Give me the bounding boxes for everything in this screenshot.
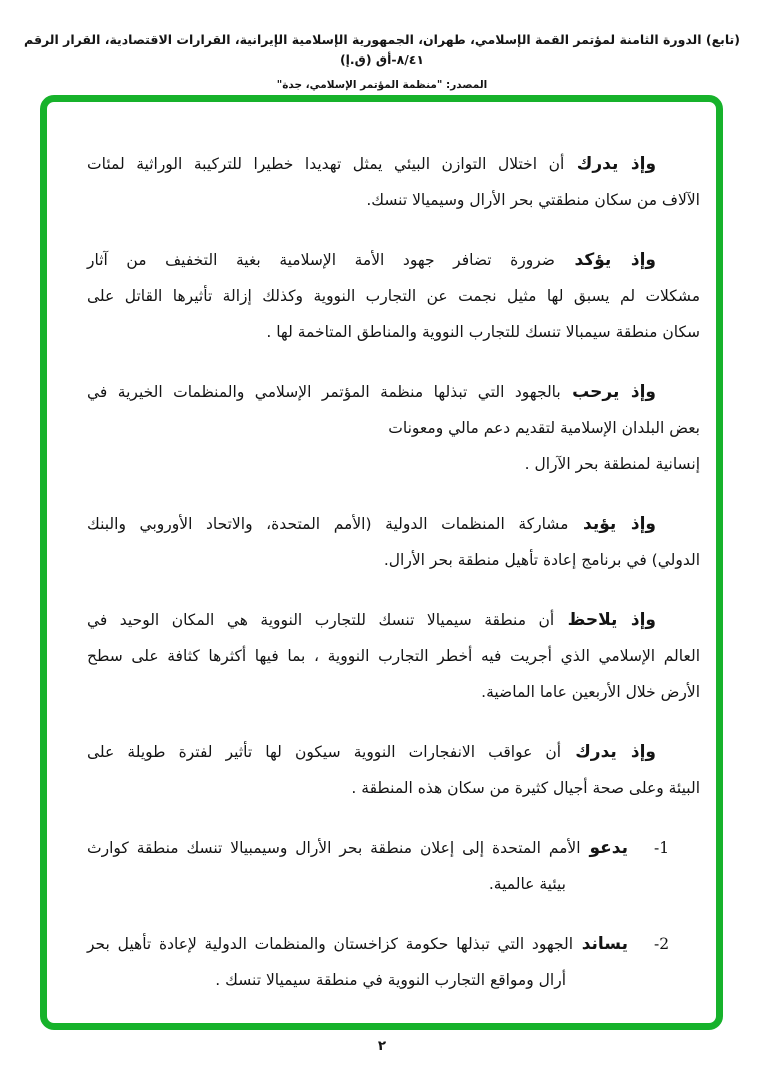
bold-lead: وإذ يدرك <box>561 742 656 762</box>
content-border-box <box>40 95 723 1030</box>
paragraph-line: يدعو الأمم المتحدة إلى إعلان منطقة بحر الأرال وسيمبيالا تنسك منطقة كوارث <box>87 838 628 858</box>
paragraph <box>87 374 700 482</box>
bold-lead: وإذ يدرك <box>564 154 657 174</box>
paragraph-line: مشكلات لم يسبق لها مثيل نجمت عن التجارب النووية وكذلك إزالة تأثيرها القاتل على <box>87 287 700 305</box>
numbered-item <box>87 830 700 902</box>
numbered-item <box>87 926 700 998</box>
paragraph <box>87 146 700 218</box>
paragraph-line: وإذ يرحب بالجهود التي تبذلها منظمة المؤتمر الإسلامي والمنظمات الخيرية في <box>87 382 656 402</box>
paragraph <box>87 506 700 578</box>
paragraph-line: العالم الإسلامي الذي أجريت فيه أخطر التجارب النووية ، بما فيها أكثرها كثافة على سطح <box>87 647 700 665</box>
bold-lead: يدعو <box>580 838 628 858</box>
bold-lead: يساند <box>573 934 628 954</box>
paragraph-line: الدولي) في برنامج إعادة تأهيل منطقة بحر الأرال. <box>383 551 700 569</box>
paragraph <box>87 602 700 710</box>
paragraph-line: يساند الجهود التي تبذلها حكومة كزاخستان والمنظمات الدولية لإعادة تأهيل بحر <box>87 934 628 954</box>
item-marker: -1 <box>654 839 670 857</box>
paragraph-line: بعض البلدان الإسلامية لتقديم دعم مالي ومعونات <box>388 419 700 437</box>
paragraph-line: وإذ يلاحظ أن منطقة سيميالا تنسك للتجارب النووية هي المكان الوحيد في <box>87 610 656 630</box>
paragraph-line: الآلاف من سكان منطقتي بحر الأرال وسيميالا تنسك. <box>366 191 700 209</box>
paragraph <box>87 734 700 806</box>
numbered-items <box>87 830 700 998</box>
bold-lead: وإذ يرحب <box>560 382 656 402</box>
paragraph-line: أرال ومواقع التجارب النووية في منطقة سيميالا تنسك . <box>215 971 566 989</box>
header-source-line: المصدر: "منظمة المؤتمر الإسلامي، جدة" <box>276 79 488 91</box>
item-content <box>87 926 628 998</box>
header-citation <box>0 30 764 91</box>
header-citation-line1: (تابع) الدورة الثامنة لمؤتمر القمة الإسلامي، طهران، الجمهورية الإسلامية الإيرانية، القرارات الاقتصادية، القرار الرقم ٨/٤١-أق (ق.إ) <box>24 32 740 67</box>
paragraph-line: وإذ يدرك أن عواقب الانفجارات النووية سيكون لها تأثير لفترة طويلة على <box>87 742 656 762</box>
paragraph-line: الأرض خلال الأربعين عاما الماضية. <box>481 683 700 701</box>
page-number: ٢ <box>377 1038 387 1054</box>
bold-lead: وإذ يؤيد <box>568 514 656 534</box>
paragraph-line: وإذ يؤكد ضرورة تضافر جهود الأمة الإسلامية بغية التخفيف من آثار <box>87 250 657 270</box>
paragraph-line: وإذ يدرك أن اختلال التوازن البيئي يمثل تهديدا خطيرا للتركيبة الوراثية لمئات <box>87 154 657 174</box>
paragraph-line: البيئة وعلى صحة أجيال كثيرة من سكان هذه المنطقة . <box>351 779 700 797</box>
item-content <box>87 830 628 902</box>
paragraph-line: سكان منطقة سيمبالا تنسك للتجارب النووية والمناطق المتاخمة لها . <box>266 323 700 341</box>
paragraphs <box>87 146 700 806</box>
paragraph <box>87 242 700 350</box>
bold-lead: وإذ يؤكد <box>554 250 657 270</box>
paragraph-line: بيئية عالمية. <box>488 875 566 893</box>
item-marker: -2 <box>654 935 670 953</box>
paragraph-line: إنسانية لمنطقة بحر الآرال . <box>524 455 700 473</box>
bold-lead: وإذ يلاحظ <box>554 610 656 630</box>
paragraph-line: وإذ يؤيد مشاركة المنظمات الدولية (الأمم المتحدة، والاتحاد الأوروبي والبنك <box>87 514 656 534</box>
